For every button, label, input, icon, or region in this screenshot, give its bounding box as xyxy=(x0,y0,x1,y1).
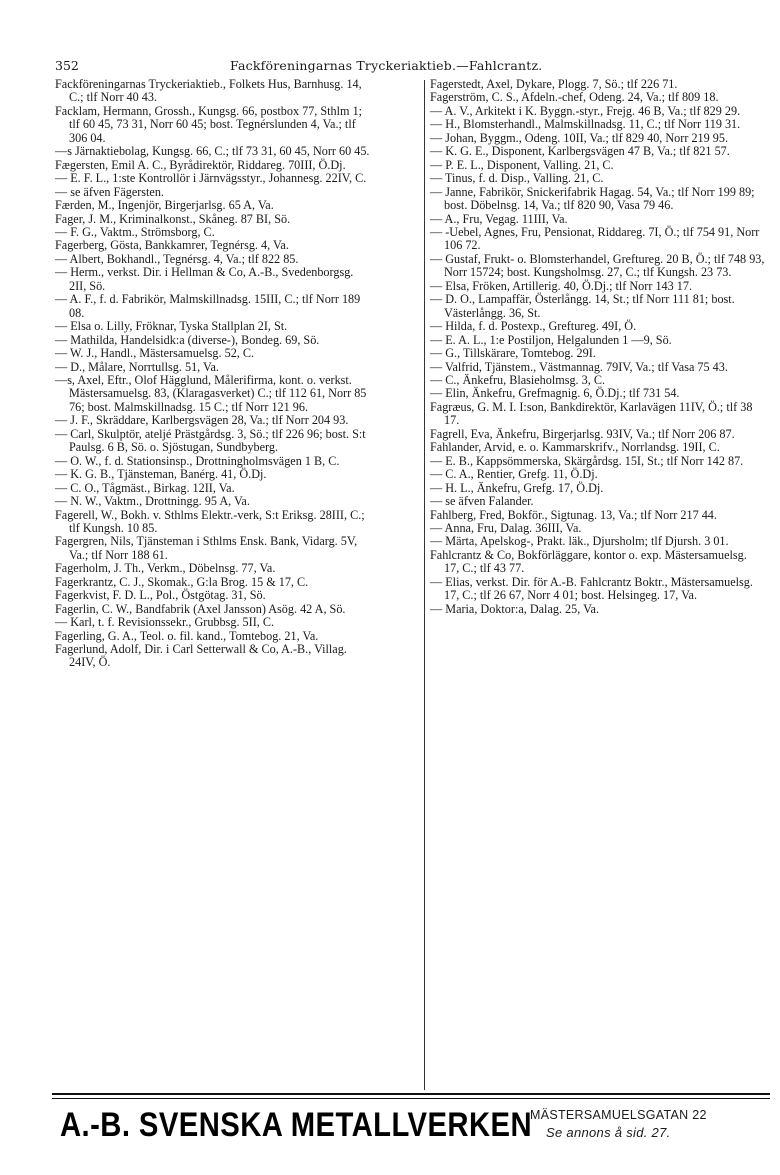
directory-entry: Fagerkvist, F. D. L., Pol., Östgötag. 31, Sö. xyxy=(55,588,266,603)
directory-entry: — G., Tillskärare, Tomtebog. 29I. xyxy=(430,346,596,361)
directory-entry: — F. G., Vaktm., Strömsborg, C. xyxy=(55,224,215,239)
directory-entry: Fagerlund, Adolf, Dir. i Carl Setterwall & Co, A.-B., Villag. 24IV, Ö. xyxy=(55,642,347,670)
page-number: 352 xyxy=(55,58,79,73)
directory-entry: — se äfven Falander. xyxy=(430,494,534,509)
directory-entry: — C., Änkefru, Blasieholmsg. 3, C. xyxy=(430,372,606,387)
directory-entry: Fagerstedt, Axel, Dykare, Plogg. 7, Sö.; tlf 226 71. xyxy=(430,77,678,91)
directory-entry: Fagerberg, Gösta, Bankkamrer, Tegnérsg. 4, Va. xyxy=(55,238,289,253)
directory-entry: — K. G. E., Disponent, Karlbergsvägen 47 B, Va.; tlf 821 57. xyxy=(430,144,730,159)
directory-entry: — Carl, Skulptör, ateljé Prästgårdsg. 3, Sö.; tlf 226 96; bost. S:t Paulsg. 6 B, Sö. o. Sjöstugan, Sundbyberg. xyxy=(55,426,366,455)
directory-entry: Fagerling, G. A., Teol. o. fil. kand., Tomtebog. 21, Va. xyxy=(55,628,319,643)
directory-entry: Fagerkrantz, C. J., Skomak., G:la Brog. 15 & 17, C. xyxy=(55,574,309,589)
directory-entry: — A. V., Arkitekt i K. Byggn.-styr., Frejg. 46 B, Va.; tlf 829 29. xyxy=(430,103,741,118)
directory-entry: — E. B., Kappsömmerska, Skärgårdsg. 15I, St.; tlf Norr 142 87. xyxy=(430,453,744,468)
directory-entry: — Tinus, f. d. Disp., Valling. 21, C. xyxy=(430,171,604,186)
column-divider xyxy=(424,80,425,1090)
directory-entry: Fagræus, G. M. I. I:son, Bankdirektör, Karlavägen 11IV, Ö.; tlf 38 17. xyxy=(430,399,753,428)
directory-entry: — E. F. L., 1:ste Kontrollör i Järnvägsstyr., Johannesg. 22IV, C. xyxy=(55,171,367,186)
directory-entry: — Elias, verkst. Dir. för A.-B. Fahlcrantz Boktr., Mästersamuelsg. 17, C.; tlf 26 67, Norr 4 01; bost. Helsingeg. 17, Va. xyxy=(430,574,753,603)
directory-entry: — P. E. L., Disponent, Valling. 21, C. xyxy=(430,157,614,172)
directory-entry: — Elsa, Fröken, Artillerig. 40, Ö.Dj.; tlf Norr 143 17. xyxy=(430,278,693,293)
directory-entry: — K. G. B., Tjänsteman, Banérg. 41, Ö.Dj. xyxy=(55,467,267,482)
ad-note: Se annons å sid. 27. xyxy=(546,1125,671,1140)
directory-entry: — -Uebel, Agnes, Fru, Pensionat, Riddareg. 7I, Ö.; tlf 754 91, Norr 106 72. xyxy=(430,224,760,253)
directory-entry: — D. O., Lampaffär, Österlångg. 14, St.; tlf Norr 111 81; bost. Västerlångg. 36, St. xyxy=(430,292,735,320)
directory-entry: — Mathilda, Handelsidk:a (diverse-), Bondeg. 69, Sö. xyxy=(55,332,320,347)
directory-entry: Fægersten, Emil A. C., Byrådirektör, Riddareg. 70III, Ö.Dj. xyxy=(55,157,346,172)
directory-entry: Facklam, Hermann, Grossh., Kungsg. 66, postbox 77, Sthlm 1; tlf 60 45, 73 31, Norr 60 45; bost. Tegnérslunden 4, Va.; tlf 306 04. xyxy=(55,103,363,145)
directory-entry: — Maria, Doktor:a, Dalag. 25, Va. xyxy=(430,601,600,616)
page-header xyxy=(55,58,765,78)
directory-entry: Fagerström, C. S., Afdeln.-chef, Odeng. 24, Va.; tlf 809 18. xyxy=(430,90,719,105)
directory-entry: — C. O., Tågmäst., Birkag. 12II, Va. xyxy=(55,480,235,495)
directory-entry: —s Järnaktiebolag, Kungsg. 66, C.; tlf 73 31, 60 45, Norr 60 45. xyxy=(55,144,370,159)
directory-entry: — H. L., Änkefru, Grefg. 17, Ö.Dj. xyxy=(430,480,604,495)
directory-entry: — A., Fru, Vegag. 11III, Va. xyxy=(430,211,568,226)
directory-entry: — O. W., f. d. Stationsinsp., Drottningholmsvägen 1 B, C. xyxy=(55,453,340,468)
directory-entry: Fagerholm, J. Th., Verkm., Döbelnsg. 77, Va. xyxy=(55,561,276,576)
directory-entry: Fager, J. M., Kriminalkonst., Skåneg. 87 BI, Sö. xyxy=(55,211,291,226)
directory-entry: — C. A., Rentier, Grefg. 11, Ö.Dj. xyxy=(430,467,598,482)
directory-entry: — Anna, Fru, Dalag. 36III, Va. xyxy=(430,520,582,535)
directory-entry: — A. F., f. d. Fabrikör, Malmskillnadsg. 15III, C.; tlf Norr 189 08. xyxy=(55,292,361,320)
directory-entry: —s, Axel, Eftr., Olof Hägglund, Målerifirma, kont. o. verkst. Mästersamuelsg. 83, (Klaragasverket) C.; tlf 112 61, Norr 85 76; bost. Malmskillnadsg. 15 C.; tlf Norr 121 96. xyxy=(55,372,367,414)
advertisement xyxy=(60,1106,770,1154)
directory-entry: Fahlberg, Fred, Bokför., Sigtunag. 13, Va.; tlf Norr 217 44. xyxy=(430,507,717,522)
directory-entry: Fahlcrantz & Co, Bokförläggare, kontor o. exp. Mästersamuelsg. 17, C.; tlf 43 77. xyxy=(430,547,747,576)
left-column xyxy=(55,78,372,670)
directory-entry: — Märta, Apelskog-, Prakt. läk., Djursholm; tlf Djursh. 3 01. xyxy=(430,534,729,549)
directory-entry: — H., Blomsterhandl., Malmskillnadsg. 11, C.; tlf Norr 119 31. xyxy=(430,117,741,132)
directory-entry: Færden, M., Ingenjör, Birgerjarlsg. 65 A, Va. xyxy=(55,198,274,213)
directory-entry: — Hilda, f. d. Postexp., Greftureg. 49I, Ö. xyxy=(430,319,637,334)
directory-entry: — Johan, Byggm., Odeng. 10II, Va.; tlf 829 40, Norr 219 95. xyxy=(430,130,729,145)
directory-entry: — J. F., Skräddare, Karlbergsvägen 28, Va.; tlf Norr 204 93. xyxy=(55,413,349,428)
directory-entry: — W. J., Handl., Mästersamuelsg. 52, C. xyxy=(55,346,255,361)
directory-entry: — Karl, t. f. Revisionssekr., Grubbsg. 5II, C. xyxy=(55,615,275,630)
directory-entry: Fagerlin, C. W., Bandfabrik (Axel Jansson) Asög. 42 A, Sö. xyxy=(55,601,346,616)
directory-entry: — D., Målare, Norrtullsg. 51, Va. xyxy=(55,359,219,374)
directory-entry: Fagrell, Eva, Änkefru, Birgerjarlsg. 93IV, Va.; tlf Norr 206 87. xyxy=(430,426,735,441)
directory-entry: — Elin, Änkefru, Grefmagnig. 6, Ö.Dj.; tlf 731 54. xyxy=(430,386,680,401)
ad-address: MÄSTERSAMUELSGATAN 22 xyxy=(530,1108,707,1122)
directory-entry: — Valfrid, Tjänstem., Västmannag. 79IV, Va.; tlf Vasa 75 43. xyxy=(430,359,728,374)
directory-entry: Fagergren, Nils, Tjänsteman i Sthlms Ensk. Bank, Vidarg. 5V, Va.; tlf Norr 188 61. xyxy=(55,534,358,562)
running-title: Fackföreningarnas Tryckeriaktieb.—Fahlcrantz. xyxy=(230,58,543,73)
directory-entry: — Herm., verkst. Dir. i Hellman & Co, A.-B., Svedenborgsg. 2II, Sö. xyxy=(55,265,354,293)
directory-entry: — Elsa o. Lilly, Fröknar, Tyska Stallplan 2I, St. xyxy=(55,319,288,334)
ad-brand: A.-B. SVENSKA METALLVERKEN xyxy=(60,1106,533,1144)
directory-entry: — Albert, Bokhandl., Tegnérsg. 4, Va.; tlf 822 85. xyxy=(55,251,299,266)
footer-rule xyxy=(52,1093,770,1095)
directory-entry: — N. W., Vaktm., Drottningg. 95 A, Va. xyxy=(55,494,250,509)
directory-entry: Fackföreningarnas Tryckeriaktieb., Folkets Hus, Barnhusg. 14, C.; tlf Norr 40 43. xyxy=(55,77,362,105)
right-column xyxy=(430,78,765,616)
directory-entry: Fagerell, W., Bokh. v. Sthlms Elektr.-verk, S:t Eriksg. 28III, C.; tlf Kungsh. 10 85. xyxy=(55,507,365,535)
directory-entry: — se äfven Fägersten. xyxy=(55,184,164,199)
directory-entry: — Gustaf, Frukt- o. Blomsterhandel, Greftureg. 20 B, Ö.; tlf 748 93, Norr 15724; bost. Kungsholmsg. 27, C.; tlf Kungsh. 23 73. xyxy=(430,251,765,280)
footer-rule-thin xyxy=(52,1098,770,1099)
directory-entry: Fahlander, Arvid, e. o. Kammarskrifv., Norrlandsg. 19II, C. xyxy=(430,440,720,455)
directory-entry: — E. A. L., 1:e Postiljon, Helgalunden 1 —9, Sö. xyxy=(430,332,672,347)
directory-entry: — Janne, Fabrikör, Snickerifabrik Hagag. 54, Va.; tlf Norr 199 89; bost. Döbelnsg. 14, Va.; tlf 820 90, Vasa 79 46. xyxy=(430,184,755,213)
